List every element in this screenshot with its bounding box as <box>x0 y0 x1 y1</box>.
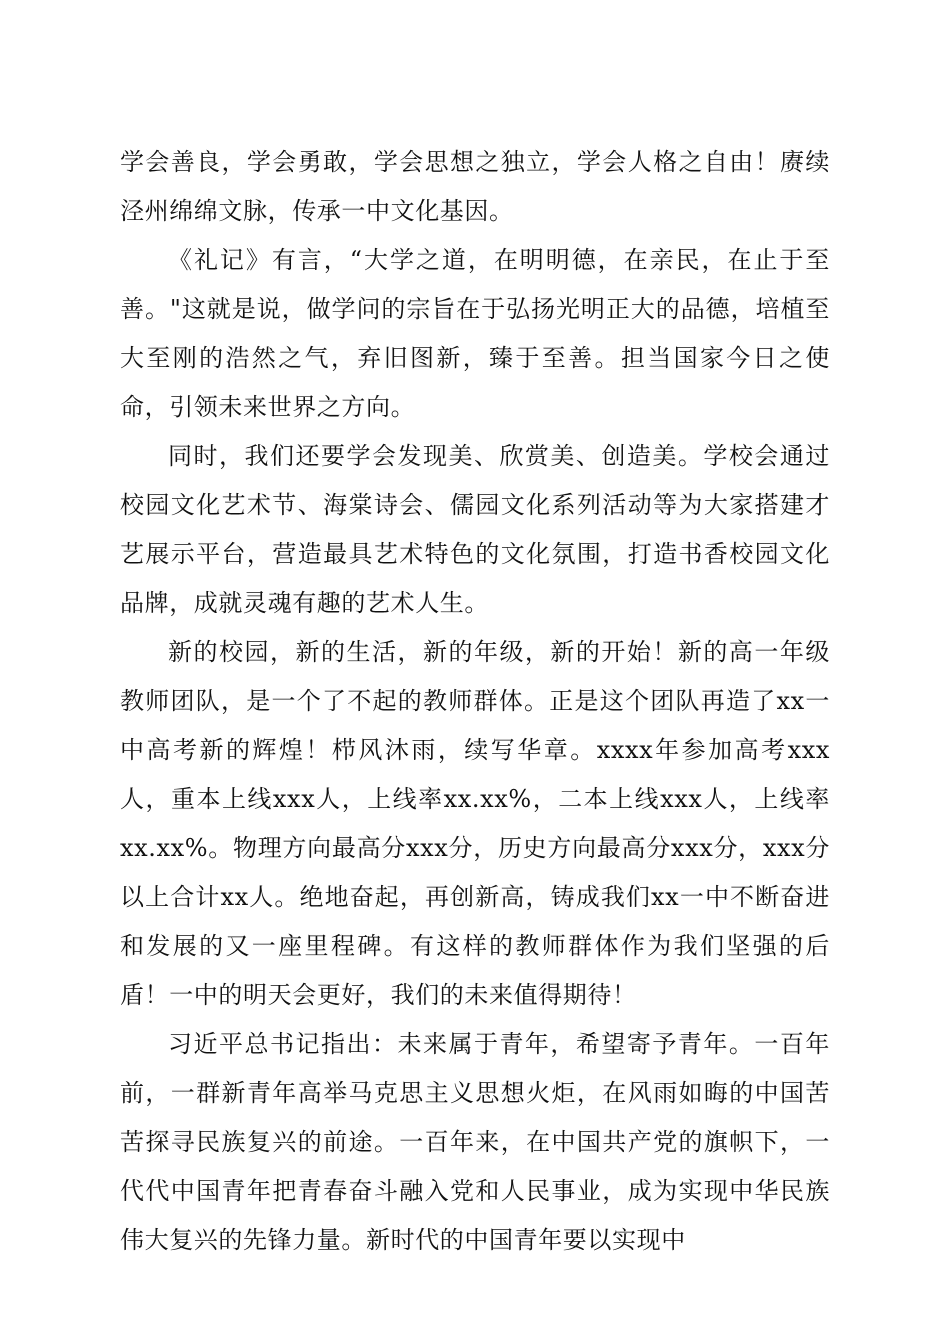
paragraph-2: 《礼记》有言，“大学之道，在明明德，在亲民，在止于至善。"这就是说，做学问的宗旨在于弘扬光明正大的品德，培植至大至刚的浩然之气，弃旧图新，臻于至善。担当国家今日之使命，引领未来世界之方向。 <box>120 246 830 421</box>
document-body <box>120 138 830 1265</box>
paragraph-5: 习近平总书记指出：未来属于青年，希望寄予青年。一百年前，一群新青年高举马克思主义思想火炬，在风雨如晦的中国苦苦探寻民族复兴的前途。一百年来，在中国共产党的旗帜下，一代代中国青年把青春奋斗融入党和人民事业，成为实现中华民族伟大复兴的先锋力量。新时代的中国青年要以实现中 <box>120 1030 830 1254</box>
paragraph-3: 同时，我们还要学会发现美、欣赏美、创造美。学校会通过校园文化艺术节、海棠诗会、儒园文化系列活动等为大家搭建才艺展示平台，营造最具艺术特色的文化氛围，打造书香校园文化品牌，成就灵魂有趣的艺术人生。 <box>120 442 830 617</box>
paragraph-4: 新的校园，新的生活，新的年级，新的开始！新的高一年级教师团队，是一个了不起的教师群体。正是这个团队再造了xx一中高考新的辉煌！栉风沐雨，续写华章。xxxx年参加高考xxx人，重本上线xxx人，上线率xx.xx%，二本上线xxx人，上线率xx.xx%。物理方向最高分xxx分，历史方向最高分xxx分，xxx分以上合计xx人。绝地奋起，再创新高，铸成我们xx一中不断奋进和发展的又一座里程碑。有这样的教师群体作为我们坚强的后盾！一中的明天会更好，我们的未来值得期待！ <box>120 638 830 1009</box>
paragraph-1: 学会善良，学会勇敢，学会思想之独立，学会人格之自由！赓续泾州绵绵文脉，传承一中文化基因。 <box>120 148 830 225</box>
